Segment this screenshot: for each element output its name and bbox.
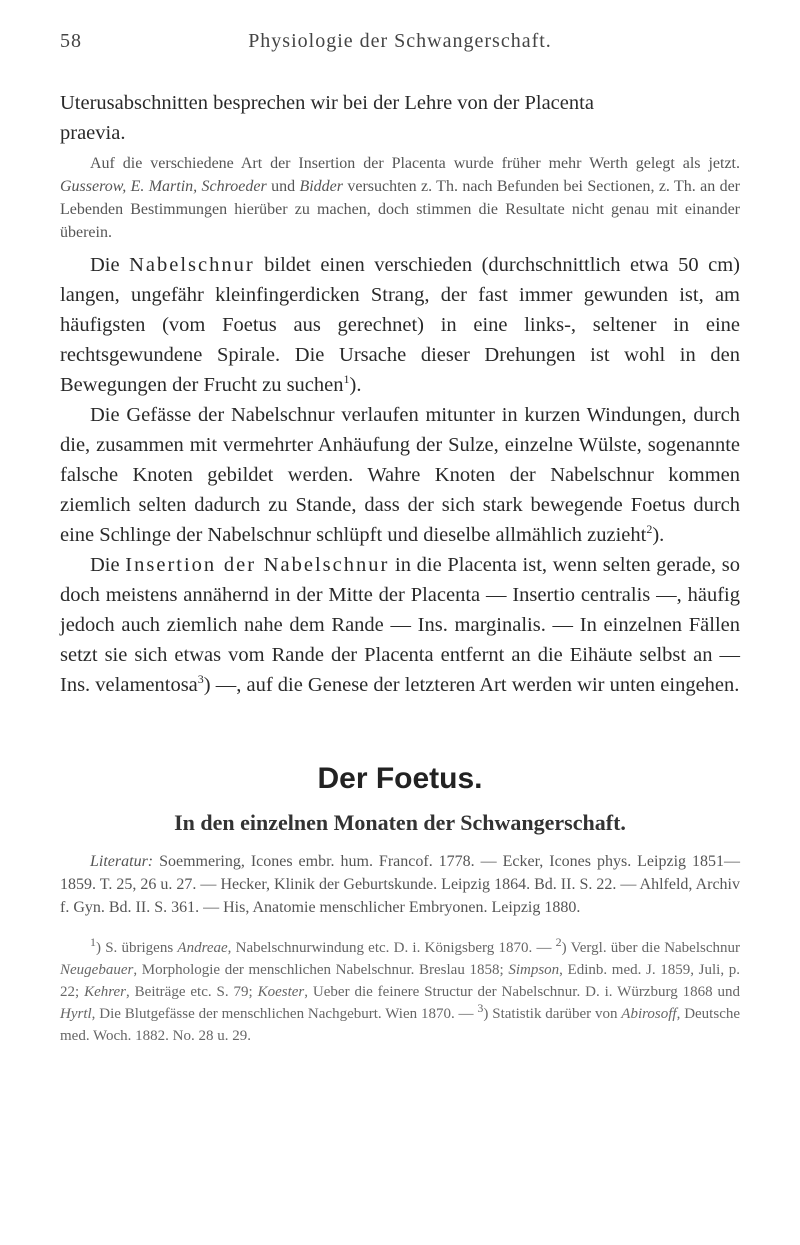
footnote-mark-1: 1 xyxy=(90,935,96,949)
page-header xyxy=(60,30,740,64)
page-number: 58 xyxy=(60,30,82,52)
term-nabelschnur: Nabelschnur xyxy=(129,254,255,276)
intro-line-2: praevia. xyxy=(60,122,126,144)
term-insertion: Insertion der Nabelschnur xyxy=(125,554,390,576)
footnotes xyxy=(60,937,740,1047)
footnote-ref-2[interactable]: 2 xyxy=(646,522,653,537)
literature-block: Literatur: Soemmering, Icones embr. hum. Francof. 1778. — Ecker, Icones phys. Leipzig 1851—1859. T. 25, 26 u. 27. — Hecker, Klinik der Geburtskunde. Leipzig 1864. Bd. II. S. 22. — Ahlfeld, Archiv f. Gyn. Bd. II. S. 361. — His, Anatomie menschlicher Embryonen. Leipzig 1880. xyxy=(60,853,740,916)
footnote-mark-2: 2 xyxy=(555,935,562,949)
main-text xyxy=(60,88,740,148)
intro-line: Uterusabschnitten besprechen wir bei der Lehre von der Placenta xyxy=(60,92,594,114)
footnote-ref-3[interactable]: 3 xyxy=(197,672,204,687)
section-title: Der Foetus. xyxy=(317,762,483,795)
footnote-ref-1[interactable]: 1 xyxy=(343,372,350,387)
insertion-paragraph: Auf die verschiedene Art der Insertion der Placenta wurde früher mehr Werth gelegt als jetzt. Gusserow, E. Martin, Schroeder und Bidder versuchten z. Th. nach Befunden bei Sectionen, z. Th. an der Lebenden Bestimmungen hierüber zu machen, doch stimmen die Resultate nicht genau mit einander überein. xyxy=(60,155,741,241)
literature-label: Literatur: xyxy=(90,853,154,870)
paragraph-gefaesse: Die Gefässe der Nabelschnur verlaufen mitunter in kurzen Windungen, durch die, zusammen mit vermehrter Anhäufung der Sulze, einzelne Wülste, sogenannte falsche Knoten gebildet werden. Wahre Knoten der Nabelschnur kommen ziemlich selten dadurch zu Stande, dass der sich stark bewegende Foetus durch eine Schlinge der Nabelschnur schlüpft und dieselbe allmählich zuzieht$^2$). xyxy=(60,404,740,546)
paragraph-insertion: Die Insertion der Nabelschnur in die Placenta ist, wenn selten gerade, so doch meistens annähernd in der Mitte der Placenta — Insertio centralis —, häufig jedoch auch ziemlich nahe dem Rande — Ins. marginalis. — In einzelnen Fällen setzt sie sich etwas vom Rande der Placenta entfernt an die Eihäute selbst an — Ins. velamentosa$^3$) —, auf die Genese der letzteren Art werden wir unten eingehen. xyxy=(60,554,740,696)
footnote-block: $^1$) S. übrigens Andreae, Nabelschnurwindung etc. D. i. Königsberg 1870. — $^2$) Vergl. über die Nabelschnur Neugebauer, Morphologie der menschlichen Nabelschnur. Breslau 1858; Simpson, Edinb. med. J. 1859, Juli, p. 22; Kehrer, Beiträge etc. S. 79; Koester, Ueber die feinere Structur der Nabelschnur. D. i. Würzburg 1868 und Hyrtl, Die Blutgefässe der menschlichen Nachgeburt. Wien 1870. — $^3$) Statistik darüber von Abirosoff, Deutsche med. Woch. 1882. No. 28 u. 29. xyxy=(60,935,741,1044)
author-names: Gusserow, E. Martin, Schroeder xyxy=(60,178,267,195)
author-bidder: Bidder xyxy=(299,178,343,195)
main-text-2 xyxy=(60,250,740,700)
running-title: Physiologie der Schwangerschaft. xyxy=(248,30,552,52)
footnote-mark-3: 3 xyxy=(477,1001,484,1015)
paragraph-nabelschnur: Die Nabelschnur bildet einen verschieden (durchschnittlich etwa 50 cm) langen, ungefähr kleinfingerdicken Strang, der fast immer gewunden ist, am häufigsten (vom Foetus aus gerechnet) in eine links-, seltener in eine rechtsgewundene Spirale. Die Ursache dieser Drehungen ist wohl in den Bewegungen der Frucht zu suchen$^1$). xyxy=(60,254,740,396)
section-subtitle: In den einzelnen Monaten der Schwangerschaft. xyxy=(174,810,626,835)
